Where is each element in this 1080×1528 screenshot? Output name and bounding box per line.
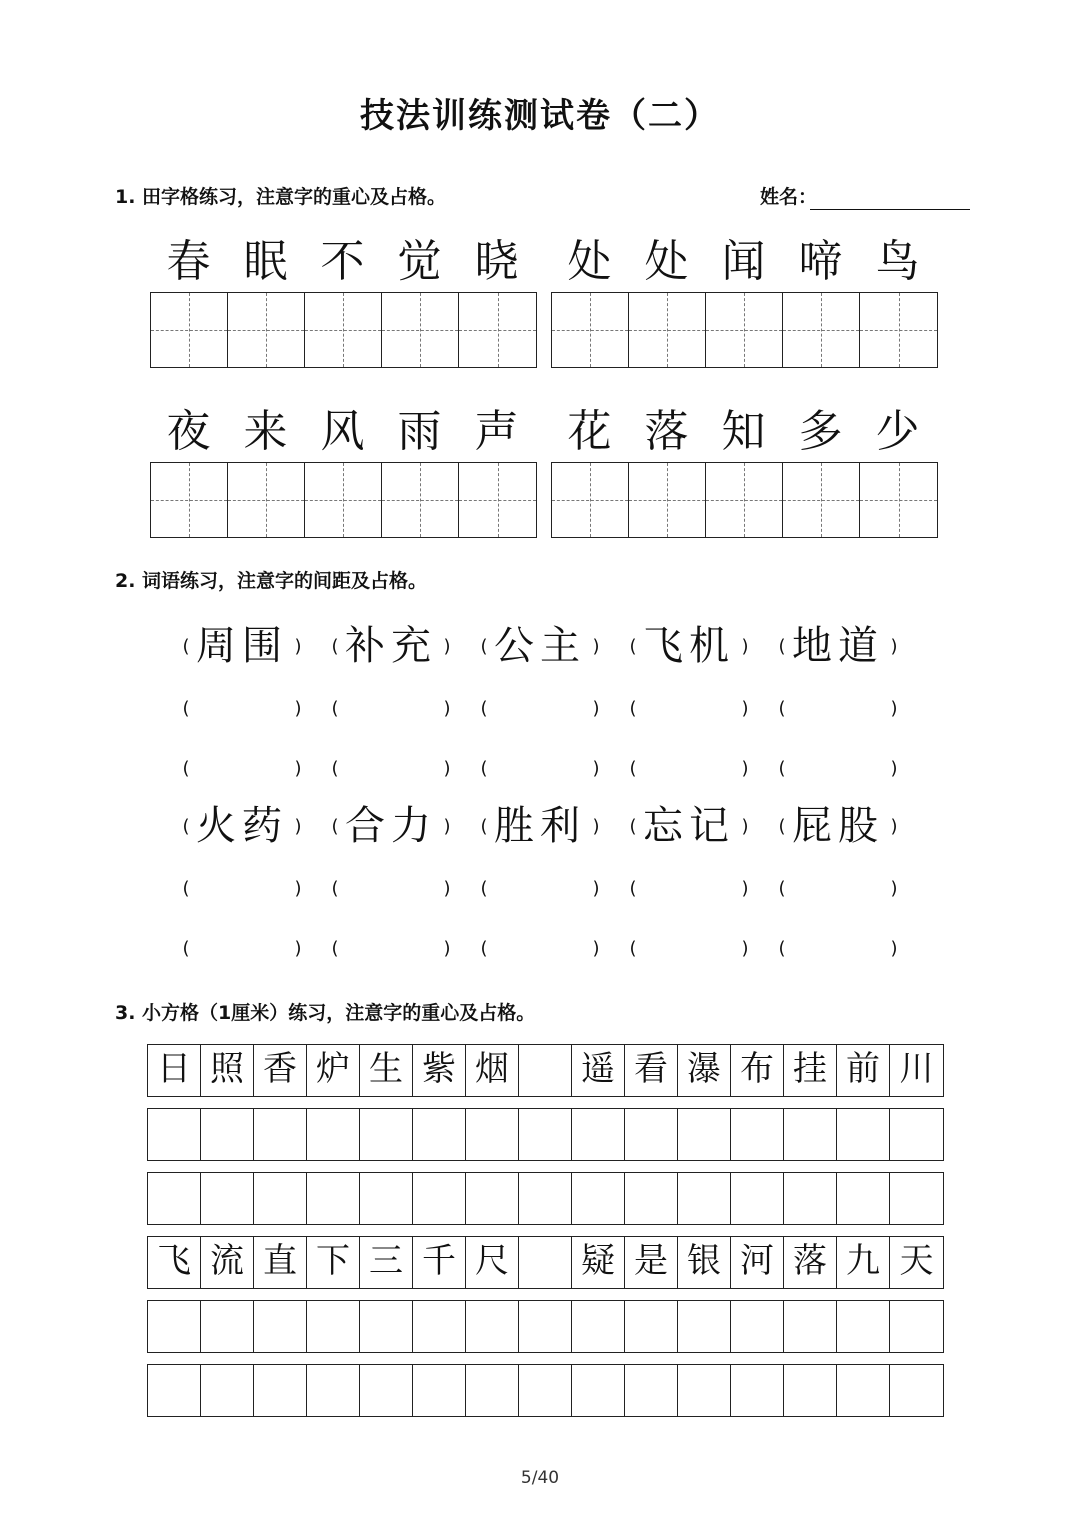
square-char-cell: 落 — [784, 1237, 837, 1288]
square-blank-cell[interactable] — [784, 1301, 837, 1352]
word-item — [776, 622, 925, 670]
square-empty-cell — [519, 1045, 572, 1096]
square-blank-cell[interactable] — [837, 1301, 890, 1352]
paren-close: ) — [890, 878, 898, 899]
poem-line1-right — [551, 234, 936, 290]
blank-row-2b[interactable] — [180, 938, 925, 959]
blank-paren-field[interactable] — [329, 758, 478, 779]
paren-close: ) — [443, 698, 451, 719]
paren-open: ( — [778, 758, 786, 779]
poem-char: 知 — [721, 406, 766, 457]
square-char-cell: 瀑 — [678, 1045, 731, 1096]
square-blank-cell[interactable] — [890, 1301, 943, 1352]
paren-close: ) — [890, 635, 898, 657]
tianzige-cell[interactable] — [305, 293, 382, 367]
square-blank-cell[interactable] — [784, 1109, 837, 1160]
square-char-cell: 是 — [625, 1237, 678, 1288]
tianzige-cell[interactable] — [305, 463, 382, 537]
word-row-2 — [180, 802, 925, 850]
word-item — [478, 622, 627, 670]
square-row-chars-2 — [147, 1236, 944, 1289]
paren-close: ) — [890, 758, 898, 779]
blank-paren-field[interactable] — [329, 698, 478, 719]
blank-paren-field[interactable] — [478, 878, 627, 899]
paren-open: ( — [182, 815, 190, 837]
poem-line1-left — [150, 234, 535, 290]
blank-row-2a[interactable] — [180, 878, 925, 899]
square-blank-cell[interactable] — [307, 1365, 360, 1416]
square-blank-cell[interactable] — [201, 1365, 254, 1416]
blank-gap[interactable] — [192, 758, 292, 779]
square-blank-cell[interactable] — [519, 1109, 572, 1160]
blank-gap[interactable] — [490, 878, 590, 899]
paren-close: ) — [294, 635, 302, 657]
paren-open: ( — [480, 878, 488, 899]
paren-open: ( — [778, 635, 786, 657]
square-char-cell: 挂 — [784, 1045, 837, 1096]
blank-gap[interactable] — [490, 698, 590, 719]
word-item — [627, 622, 776, 670]
word-item — [776, 802, 925, 850]
blank-paren-field[interactable] — [329, 878, 478, 899]
square-blank-cell[interactable] — [731, 1173, 784, 1224]
blank-paren-field[interactable] — [478, 938, 627, 959]
square-blank-cell[interactable] — [731, 1301, 784, 1352]
square-char-cell: 疑 — [572, 1237, 625, 1288]
poem-char: 风 — [320, 406, 365, 457]
blank-paren-field[interactable] — [627, 698, 776, 719]
poem-char: 多 — [798, 406, 843, 457]
word-text: 屁股 — [792, 803, 884, 849]
tianzige-cell[interactable] — [552, 463, 629, 537]
square-blank-cell[interactable] — [254, 1301, 307, 1352]
square-blank-cell[interactable] — [201, 1109, 254, 1160]
square-blank-cell[interactable] — [731, 1109, 784, 1160]
square-blank-cell[interactable] — [625, 1173, 678, 1224]
paren-close: ) — [741, 758, 749, 779]
blank-paren-field[interactable] — [180, 878, 329, 899]
tianzige-cell[interactable] — [860, 293, 937, 367]
poem-line2-right — [551, 404, 936, 460]
poem-char: 落 — [644, 406, 689, 457]
square-blank-cell[interactable] — [519, 1173, 572, 1224]
tianzige-cell[interactable] — [459, 293, 536, 367]
square-row-blank-2b[interactable] — [147, 1364, 944, 1417]
word-item — [329, 802, 478, 850]
paren-open: ( — [331, 815, 339, 837]
paren-close: ) — [741, 815, 749, 837]
square-char-cell: 九 — [837, 1237, 890, 1288]
square-char-cell: 三 — [360, 1237, 413, 1288]
blank-paren-field[interactable] — [478, 758, 627, 779]
square-blank-cell[interactable] — [572, 1173, 625, 1224]
square-char-cell: 尺 — [466, 1237, 519, 1288]
paren-close: ) — [890, 938, 898, 959]
square-blank-cell[interactable] — [731, 1365, 784, 1416]
paren-open: ( — [331, 758, 339, 779]
blank-paren-field[interactable] — [180, 698, 329, 719]
square-blank-cell[interactable] — [360, 1173, 413, 1224]
square-blank-cell[interactable] — [625, 1109, 678, 1160]
tianzige-cell[interactable] — [382, 463, 459, 537]
paren-open: ( — [480, 698, 488, 719]
tianzige-cell[interactable] — [783, 293, 860, 367]
square-char-cell: 河 — [731, 1237, 784, 1288]
square-blank-cell[interactable] — [254, 1173, 307, 1224]
name-label: 姓名： — [760, 186, 818, 208]
square-blank-cell[interactable] — [307, 1109, 360, 1160]
section2-heading: 2. 词语练习，注意字的间距及占格。 — [115, 570, 428, 592]
poem-char: 夜 — [166, 406, 211, 457]
square-char-cell: 烟 — [466, 1045, 519, 1096]
name-input-line[interactable] — [810, 209, 970, 210]
square-char-cell: 飞 — [148, 1237, 201, 1288]
blank-gap[interactable] — [788, 938, 888, 959]
paren-open: ( — [629, 878, 637, 899]
square-row-blank-2a[interactable] — [147, 1300, 944, 1353]
paren-close: ) — [443, 878, 451, 899]
square-char-cell: 看 — [625, 1045, 678, 1096]
tianzige-row1-right[interactable] — [551, 292, 938, 368]
paren-close: ) — [592, 878, 600, 899]
word-item — [627, 802, 776, 850]
paren-open: ( — [480, 758, 488, 779]
square-row-chars-1 — [147, 1044, 944, 1097]
square-blank-cell[interactable] — [784, 1173, 837, 1224]
blank-gap[interactable] — [490, 758, 590, 779]
square-blank-cell[interactable] — [784, 1365, 837, 1416]
paren-open: ( — [331, 938, 339, 959]
square-blank-cell[interactable] — [837, 1109, 890, 1160]
blank-paren-field[interactable] — [776, 698, 925, 719]
tianzige-cell[interactable] — [706, 463, 783, 537]
square-char-cell: 银 — [678, 1237, 731, 1288]
square-char-cell: 天 — [899, 1241, 934, 1281]
paren-close: ) — [443, 758, 451, 779]
blank-paren-field[interactable] — [329, 938, 478, 959]
blank-row-1b[interactable] — [180, 758, 925, 779]
tianzige-cell[interactable] — [382, 293, 459, 367]
poem-char: 雨 — [397, 406, 442, 457]
blank-gap[interactable] — [341, 938, 441, 959]
blank-gap[interactable] — [341, 698, 441, 719]
tianzige-cell[interactable] — [552, 293, 629, 367]
paren-open: ( — [778, 698, 786, 719]
word-text: 忘记 — [643, 803, 735, 849]
page-number: 5/40 — [520, 1468, 560, 1488]
tianzige-row2-left[interactable] — [150, 462, 537, 538]
square-blank-cell[interactable] — [890, 1365, 943, 1416]
blank-paren-field[interactable] — [478, 698, 627, 719]
square-blank-cell[interactable] — [254, 1109, 307, 1160]
blank-row-1a[interactable] — [180, 698, 925, 719]
word-item — [478, 802, 627, 850]
square-blank-cell[interactable] — [466, 1173, 519, 1224]
blank-gap[interactable] — [341, 758, 441, 779]
square-blank-cell[interactable] — [572, 1301, 625, 1352]
paren-open: ( — [778, 878, 786, 899]
blank-paren-field[interactable] — [627, 938, 776, 959]
tianzige-cell[interactable] — [783, 463, 860, 537]
paren-close: ) — [592, 758, 600, 779]
blank-paren-field[interactable] — [776, 878, 925, 899]
square-blank-cell[interactable] — [307, 1173, 360, 1224]
square-blank-cell[interactable] — [254, 1365, 307, 1416]
poem-char: 闻 — [721, 236, 766, 287]
square-char-cell: 照 — [201, 1045, 254, 1096]
blank-gap[interactable] — [788, 758, 888, 779]
tianzige-cell[interactable] — [228, 293, 305, 367]
square-blank-cell[interactable] — [519, 1365, 572, 1416]
blank-gap[interactable] — [192, 878, 292, 899]
blank-gap[interactable] — [490, 938, 590, 959]
paren-close: ) — [592, 938, 600, 959]
square-char-cell: 生 — [360, 1045, 413, 1096]
poem-char: 少 — [875, 406, 920, 457]
paren-open: ( — [480, 635, 488, 657]
square-row-blank-1b[interactable] — [147, 1172, 944, 1225]
tianzige-cell[interactable] — [706, 293, 783, 367]
tianzige-cell[interactable] — [629, 463, 706, 537]
square-blank-cell[interactable] — [678, 1109, 731, 1160]
page-title: 技法训练测试卷（二） — [360, 96, 720, 136]
paren-close: ) — [741, 938, 749, 959]
square-blank-cell[interactable] — [360, 1301, 413, 1352]
paren-close: ) — [294, 758, 302, 779]
paren-close: ) — [741, 698, 749, 719]
square-blank-cell[interactable] — [466, 1365, 519, 1416]
square-char-cell: 炉 — [307, 1045, 360, 1096]
paren-close: ) — [592, 815, 600, 837]
tianzige-row1-left[interactable] — [150, 292, 537, 368]
square-char-cell: 前 — [837, 1045, 890, 1096]
word-row-1 — [180, 622, 925, 670]
square-char-cell: 日 — [148, 1045, 201, 1096]
square-blank-cell[interactable] — [413, 1109, 466, 1160]
paren-open: ( — [480, 938, 488, 959]
paren-close: ) — [592, 635, 600, 657]
word-text: 周围 — [196, 623, 288, 669]
blank-gap[interactable] — [192, 698, 292, 719]
poem-char: 来 — [243, 406, 288, 457]
paren-open: ( — [629, 698, 637, 719]
blank-gap[interactable] — [639, 938, 739, 959]
poem-char: 春 — [166, 236, 211, 287]
square-blank-cell[interactable] — [307, 1301, 360, 1352]
square-blank-cell[interactable] — [413, 1173, 466, 1224]
paren-close: ) — [741, 878, 749, 899]
paren-open: ( — [331, 878, 339, 899]
poem-char: 花 — [567, 406, 612, 457]
square-blank-cell[interactable] — [148, 1173, 201, 1224]
tianzige-cell[interactable] — [860, 463, 937, 537]
square-blank-cell[interactable] — [148, 1301, 201, 1352]
poem-char: 觉 — [397, 236, 442, 287]
blank-gap[interactable] — [639, 758, 739, 779]
paren-open: ( — [778, 938, 786, 959]
poem-char: 晓 — [474, 236, 519, 287]
blank-gap[interactable] — [341, 878, 441, 899]
paren-open: ( — [778, 815, 786, 837]
square-char-cell: 布 — [731, 1045, 784, 1096]
square-blank-cell[interactable] — [360, 1109, 413, 1160]
square-blank-cell[interactable] — [837, 1173, 890, 1224]
word-text: 火药 — [196, 803, 288, 849]
square-blank-cell[interactable] — [572, 1365, 625, 1416]
square-blank-cell[interactable] — [890, 1173, 943, 1224]
paren-open: ( — [182, 878, 190, 899]
square-char-cell: 遥 — [572, 1045, 625, 1096]
blank-gap[interactable] — [788, 878, 888, 899]
paren-close: ) — [294, 878, 302, 899]
square-blank-cell[interactable] — [625, 1365, 678, 1416]
square-blank-cell[interactable] — [466, 1109, 519, 1160]
blank-gap[interactable] — [192, 938, 292, 959]
paren-close: ) — [890, 815, 898, 837]
word-text: 飞机 — [643, 623, 735, 669]
square-char-cell: 下 — [307, 1237, 360, 1288]
square-blank-cell[interactable] — [466, 1301, 519, 1352]
section1-heading: 1. 田字格练习，注意字的重心及占格。 — [115, 186, 447, 208]
square-empty-cell — [519, 1237, 572, 1288]
blank-paren-field[interactable] — [180, 758, 329, 779]
tianzige-cell[interactable] — [459, 463, 536, 537]
blank-paren-field[interactable] — [180, 938, 329, 959]
blank-gap[interactable] — [788, 698, 888, 719]
paren-open: ( — [629, 938, 637, 959]
paren-open: ( — [331, 698, 339, 719]
word-text: 地道 — [792, 623, 884, 669]
square-blank-cell[interactable] — [148, 1365, 201, 1416]
tianzige-cell[interactable] — [151, 463, 228, 537]
tianzige-cell[interactable] — [228, 463, 305, 537]
paren-close: ) — [443, 938, 451, 959]
tianzige-cell[interactable] — [629, 293, 706, 367]
word-text: 补充 — [345, 623, 437, 669]
tianzige-cell[interactable] — [151, 293, 228, 367]
square-char-cell: 川 — [899, 1049, 934, 1089]
paren-open: ( — [629, 815, 637, 837]
paren-close: ) — [443, 635, 451, 657]
blank-gap[interactable] — [639, 698, 739, 719]
blank-paren-field[interactable] — [776, 758, 925, 779]
blank-paren-field[interactable] — [776, 938, 925, 959]
square-row-blank-1a[interactable] — [147, 1108, 944, 1161]
word-text: 合力 — [345, 803, 437, 849]
word-item — [329, 622, 478, 670]
paren-close: ) — [294, 938, 302, 959]
poem-char: 不 — [320, 236, 365, 287]
square-blank-cell[interactable] — [678, 1365, 731, 1416]
poem-char: 眠 — [243, 236, 288, 287]
poem-char: 啼 — [798, 236, 843, 287]
square-char-cell: 千 — [413, 1237, 466, 1288]
section3-heading: 3. 小方格（1厘米）练习，注意字的重心及占格。 — [115, 1002, 536, 1024]
square-blank-cell[interactable] — [625, 1301, 678, 1352]
square-blank-cell[interactable] — [201, 1173, 254, 1224]
square-blank-cell[interactable] — [360, 1365, 413, 1416]
poem-line2-left — [150, 404, 535, 460]
poem-char: 鸟 — [875, 236, 920, 287]
paren-open: ( — [331, 635, 339, 657]
square-blank-cell[interactable] — [519, 1301, 572, 1352]
square-blank-cell[interactable] — [201, 1301, 254, 1352]
paren-close: ) — [294, 698, 302, 719]
square-blank-cell[interactable] — [413, 1365, 466, 1416]
square-blank-cell[interactable] — [837, 1365, 890, 1416]
blank-paren-field[interactable] — [627, 878, 776, 899]
square-char-cell: 香 — [254, 1045, 307, 1096]
poem-char: 处 — [644, 236, 689, 287]
paren-open: ( — [629, 758, 637, 779]
word-text: 公主 — [494, 623, 586, 669]
blank-gap[interactable] — [639, 878, 739, 899]
blank-paren-field[interactable] — [627, 758, 776, 779]
square-char-cell: 紫 — [413, 1045, 466, 1096]
paren-close: ) — [741, 635, 749, 657]
paren-open: ( — [480, 815, 488, 837]
paren-open: ( — [182, 938, 190, 959]
poem-char: 声 — [474, 406, 519, 457]
square-char-cell: 直 — [254, 1237, 307, 1288]
paren-open: ( — [182, 758, 190, 779]
square-blank-cell[interactable] — [678, 1301, 731, 1352]
paren-open: ( — [182, 698, 190, 719]
paren-open: ( — [629, 635, 637, 657]
square-blank-cell[interactable] — [413, 1301, 466, 1352]
tianzige-row2-right[interactable] — [551, 462, 938, 538]
square-blank-cell[interactable] — [572, 1109, 625, 1160]
poem-char: 处 — [567, 236, 612, 287]
paren-close: ) — [443, 815, 451, 837]
paren-close: ) — [592, 698, 600, 719]
paren-close: ) — [294, 815, 302, 837]
square-blank-cell[interactable] — [678, 1173, 731, 1224]
paren-close: ) — [890, 698, 898, 719]
word-text: 胜利 — [494, 803, 586, 849]
square-char-cell: 流 — [201, 1237, 254, 1288]
square-blank-cell[interactable] — [890, 1109, 943, 1160]
word-item — [180, 622, 329, 670]
paren-open: ( — [182, 635, 190, 657]
square-blank-cell[interactable] — [148, 1109, 201, 1160]
word-item — [180, 802, 329, 850]
